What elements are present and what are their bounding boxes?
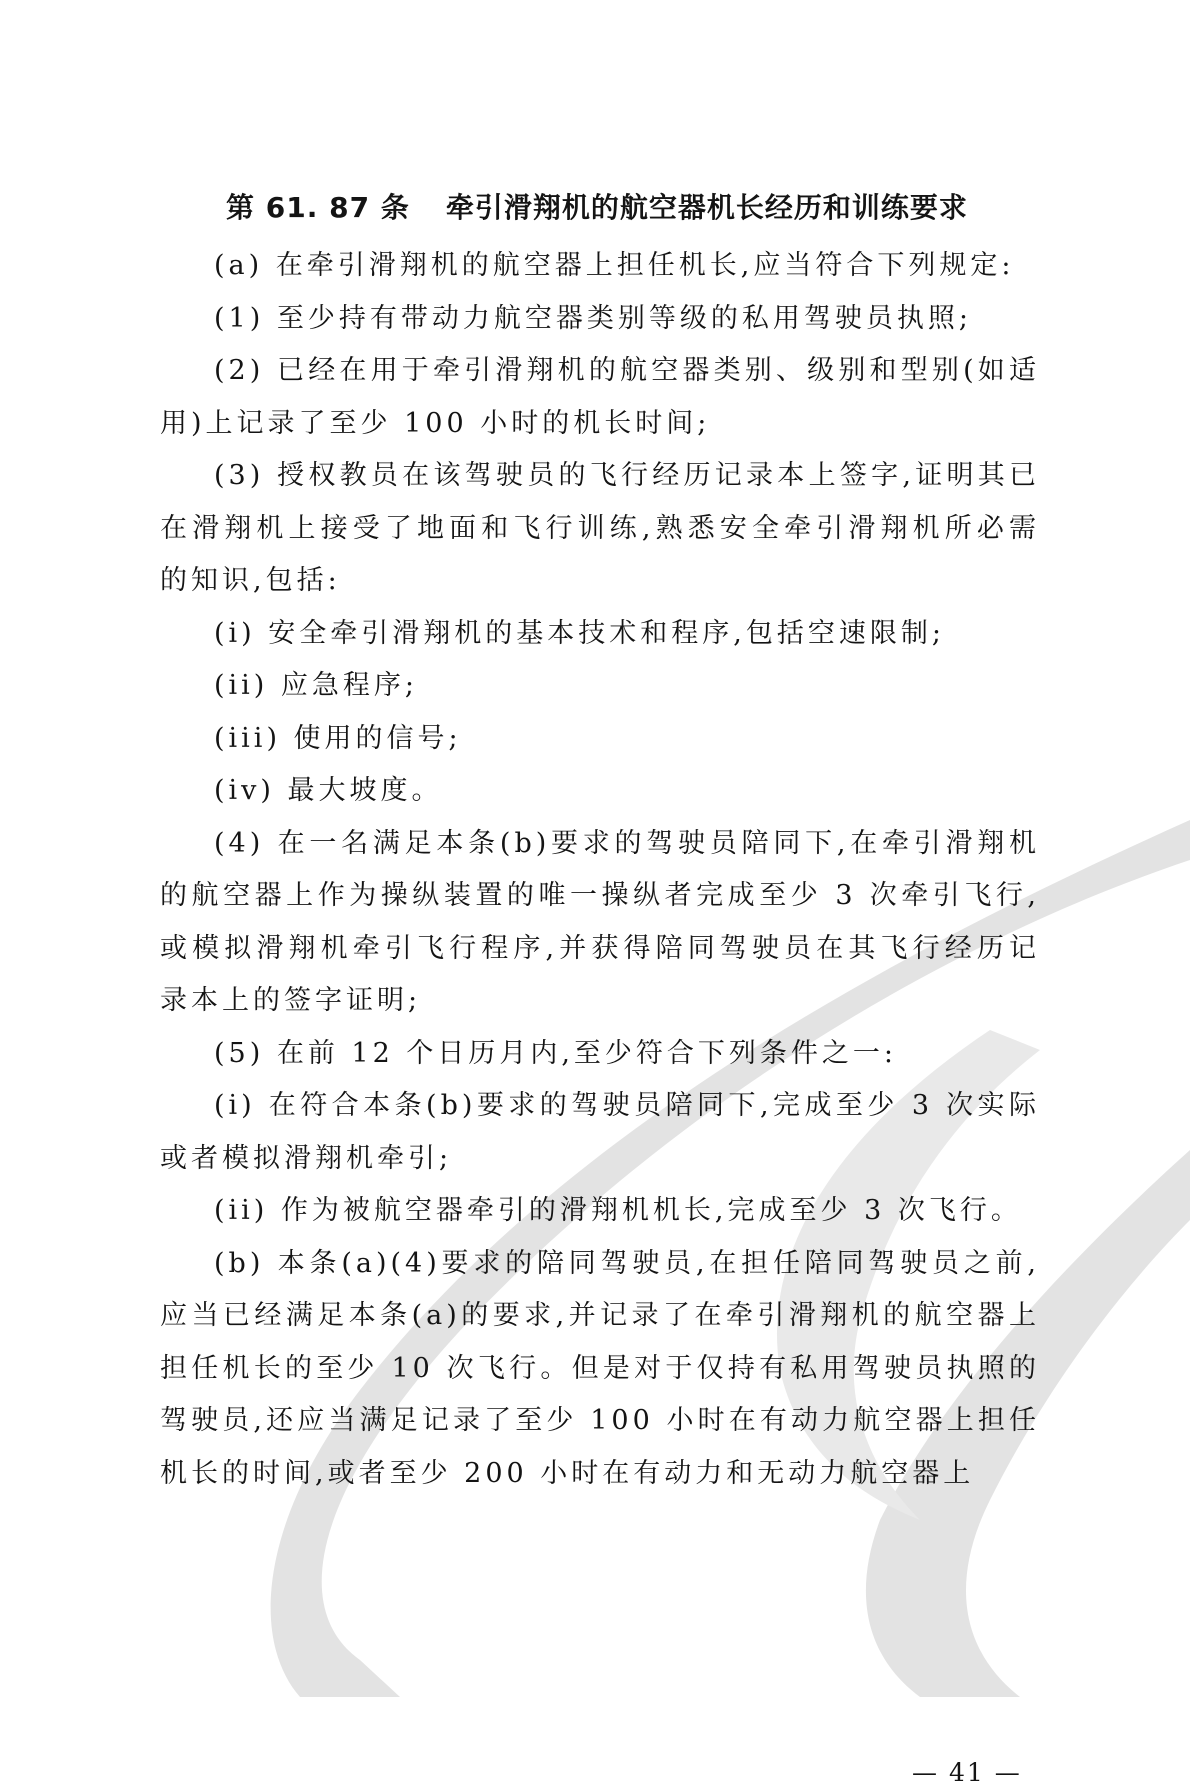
paragraph-a-3-ii: (ii) 应急程序; (214, 670, 419, 701)
page-number: — 41 — (912, 1758, 1022, 1787)
section-number: 第 61. 87 条 (226, 191, 410, 224)
paragraph-a: (a) 在牵引滑翔机的航空器上担任机长,应当符合下列规定: (214, 250, 1015, 281)
paragraph-a-3: (3) 授权教员在该驾驶员的飞行经历记录本上签字,证明其已在滑翔机上接受了地面和飞行训练,熟悉安全牵引滑翔机所必需的知识,包括: (160, 460, 1040, 596)
paragraph-a-3-iii: (iii) 使用的信号; (214, 722, 462, 754)
section-title: 牵引滑翔机的航空器机长经历和训练要求 (445, 191, 968, 224)
section-heading (226, 188, 1040, 228)
paragraph-a-3-iv: (iv) 最大坡度。 (214, 775, 443, 806)
document-page (160, 188, 1040, 1500)
paragraph-a-4: (4) 在一名满足本条(b)要求的驾驶员陪同下,在牵引滑翔机的航空器上作为操纵装置的唯一操纵者完成至少 3 次牵引飞行,或模拟滑翔机牵引飞行程序,并获得陪同驾驶员在其飞行经历记录本上的签字证明; (160, 827, 1040, 1016)
paragraph-a-5: (5) 在前 12 个日历月内,至少符合下列条件之一: (214, 1037, 898, 1069)
paragraph-a-2: (2) 已经在用于牵引滑翔机的航空器类别、级别和型别(如适用)上记录了至少 100 小时的机长时间; (160, 355, 1040, 439)
paragraph-a-1: (1) 至少持有带动力航空器类别等级的私用驾驶员执照; (214, 302, 972, 334)
paragraph-a-5-i: (i) 在符合本条(b)要求的驾驶员陪同下,完成至少 3 次实际或者模拟滑翔机牵引; (160, 1090, 1040, 1174)
paragraph-a-5-ii: (ii) 作为被航空器牵引的滑翔机机长,完成至少 3 次飞行。 (214, 1195, 1022, 1226)
paragraph-a-3-i: (i) 安全牵引滑翔机的基本技术和程序,包括空速限制; (214, 617, 945, 649)
paragraph-b: (b) 本条(a)(4)要求的陪同驾驶员,在担任陪同驾驶员之前,应当已经满足本条(a)的要求,并记录了在牵引滑翔机的航空器上担任机长的至少 10 次飞行。但是对于仅持有私用驾驶员执照的驾驶员,还应当满足记录了至少 100 小时在有动力航空器上担任机长的时间,或者至少 200 小时在有动力和无动力航空器上 (160, 1247, 1040, 1489)
